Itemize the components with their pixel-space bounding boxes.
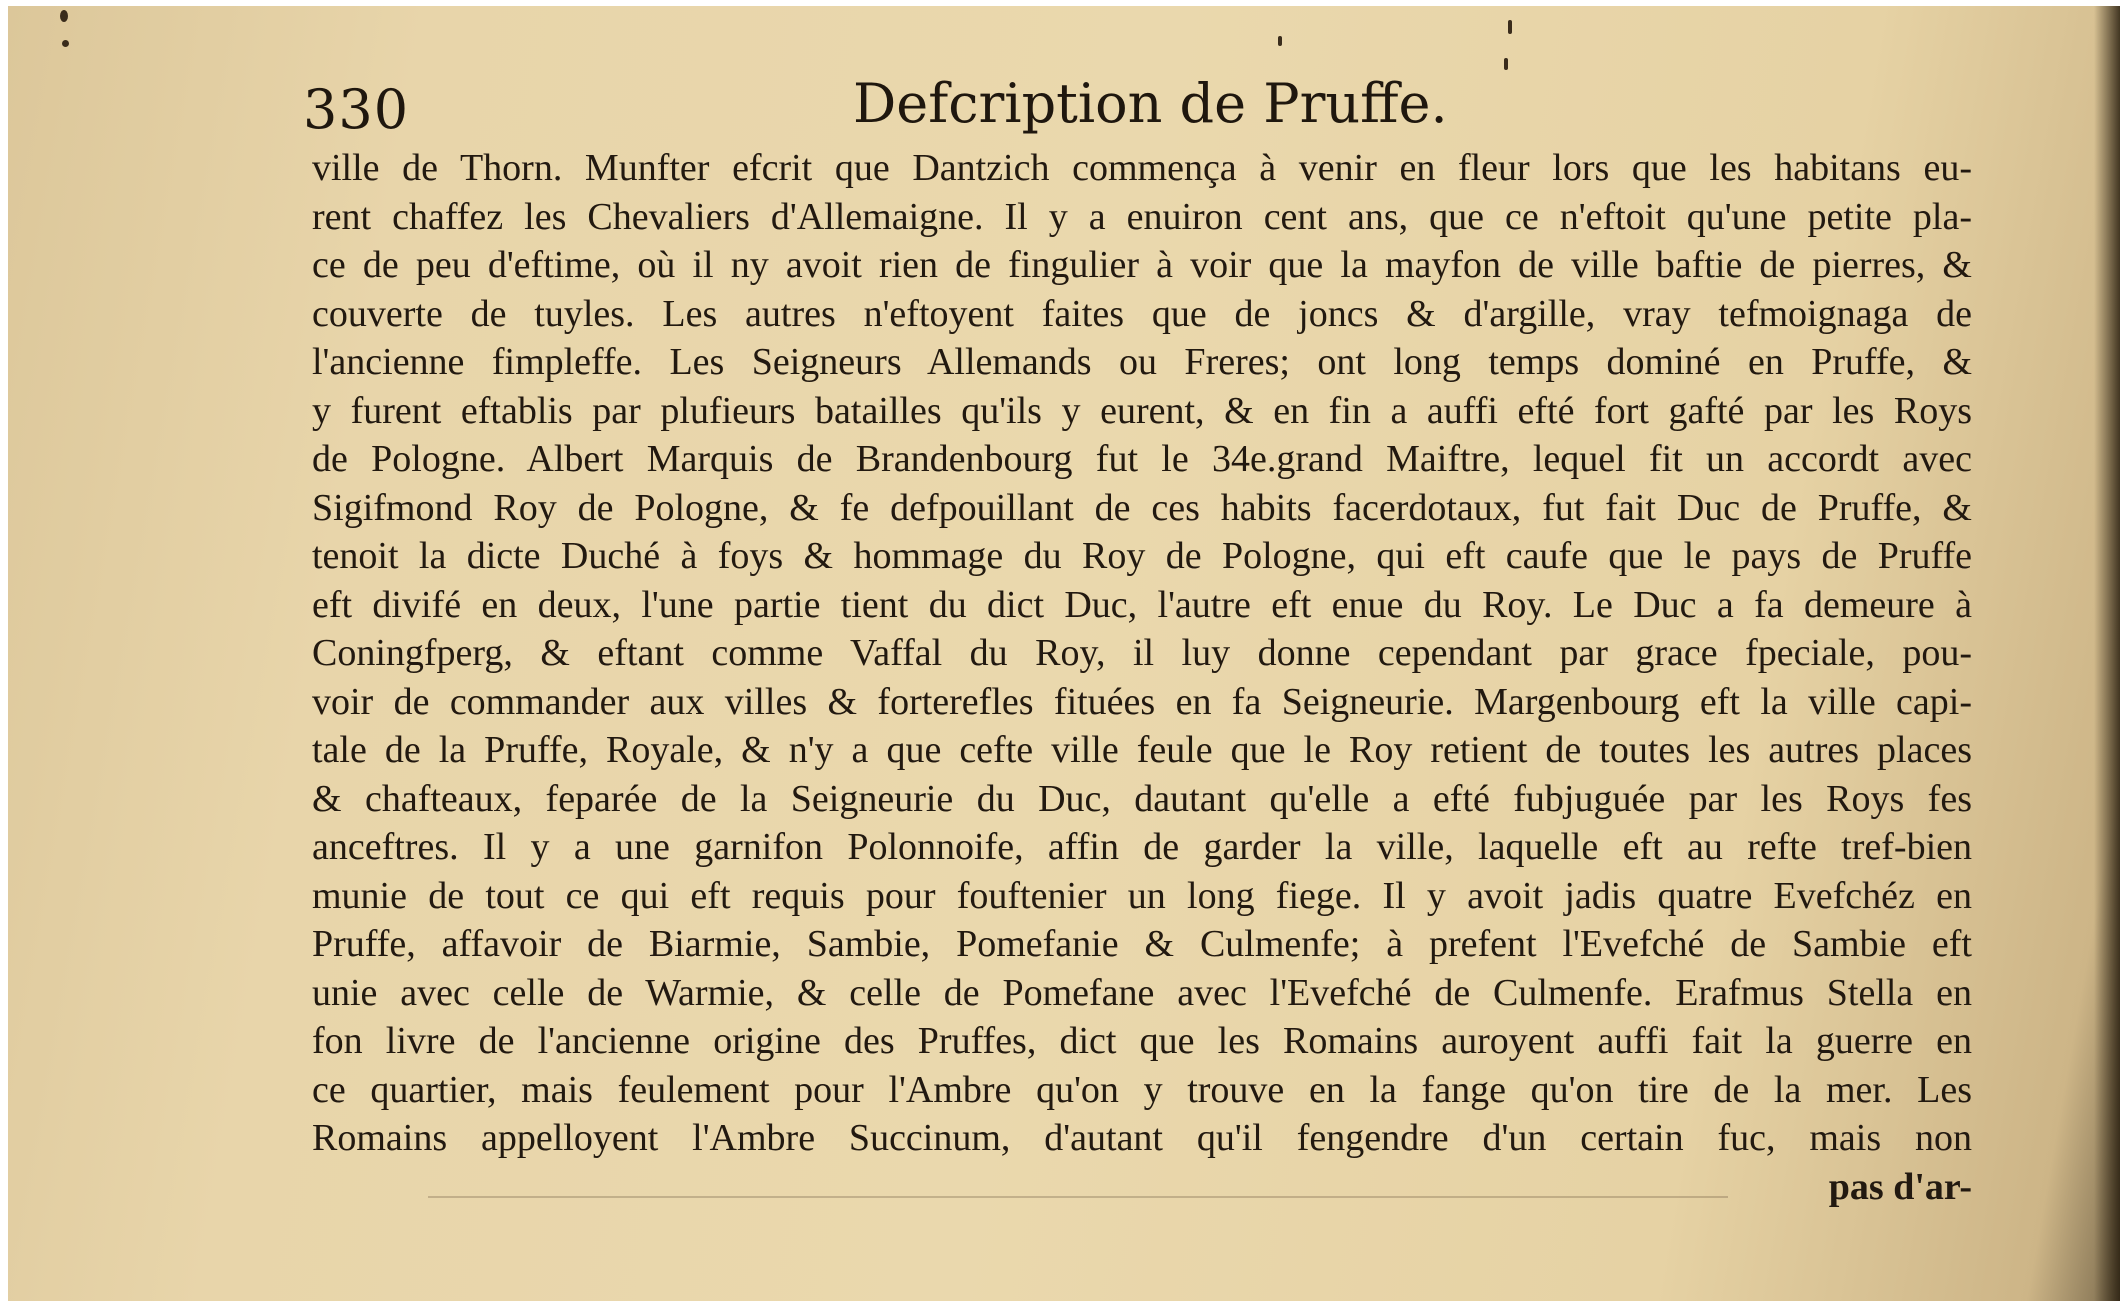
text-line: de Pologne. Albert Marquis de Brandenbourg fut le 34e.grand Maiftre, lequel fit un accordt avec (312, 438, 1972, 480)
text-line: ce quartier, mais feulement pour l'Ambre qu'on y trouve en la fange qu'on tire de la mer. Les (312, 1068, 1972, 1111)
text-line: & chafteaux, feparée de la Seigneurie du Duc, dautant qu'elle a efté fubjuguée par les Roys fes (312, 777, 1972, 820)
text-line: l'ancienne fimpleffe. Les Seigneurs Allemands ou Freres; ont long temps dominé en Pruffe, & (312, 341, 1972, 383)
text-line: voir de commander aux villes & forterefles fituées en fa Seigneurie. Margenbourg eft la ville capi- (312, 680, 1972, 723)
text-line: Coningfperg, & eftant comme Vaffal du Roy, il luy donne cependant par grace fpeciale, pou- (312, 632, 1972, 674)
ink-speck (60, 10, 68, 22)
text-line: Pruffe, affavoir de Biarmie, Sambie, Pomefanie & Culmenfe; à prefent l'Evefché de Sambie eft (312, 923, 1972, 965)
text-line: munie de tout ce qui eft requis pour fouftenier un long fiege. Il y avoit jadis quatre Evefchéz en (312, 874, 1972, 917)
page-header (8, 66, 2120, 146)
bleed-through-rule (428, 1196, 1728, 1198)
page-number: 330 (303, 78, 410, 141)
text-line: tenoit la dicte Duché à foys & hommage du Roy de Pologne, qui eft caufe que le pays de Pruffe (312, 535, 1972, 577)
ink-speck (1278, 36, 1282, 46)
book-page (8, 6, 2120, 1301)
text-line: Sigifmond Roy de Pologne, & fe defpouillant de ces habits facerdotaux, fut fait Duc de Pruffe, & (312, 486, 1972, 529)
ink-speck (62, 40, 69, 47)
text-line: rent chaffez les Chevaliers d'Allemaigne. Il y a enuiron cent ans, que ce n'eftoit qu'une petite pla- (312, 195, 1972, 238)
body-text (312, 144, 1972, 1211)
text-line: Romains appelloyent l'Ambre Succinum, d'autant qu'il fengendre d'un certain fuc, mais non (312, 1117, 1972, 1159)
text-line: fon livre de l'ancienne origine des Pruffes, dict que les Romains auroyent auffi fait la guerre en (312, 1020, 1972, 1062)
text-line: ville de Thorn. Munfter efcrit que Dantzich commença à venir en fleur lors que les habitans eu- (312, 147, 1972, 189)
ink-speck (1508, 20, 1512, 34)
text-line: y furent eftablis par plufieurs batailles qu'ils y eurent, & en fin a auffi efté fort gafté par les Roys (312, 389, 1972, 432)
text-line: ce de peu d'eftime, où il ny avoit rien de fingulier à voir que la mayfon de ville baftie de pierres, & (312, 244, 1972, 286)
catchword: pas d'ar- (1828, 1165, 1972, 1208)
text-line: tale de la Pruffe, Royale, & n'y a que cefte ville feule que le Roy retient de toutes les autres places (312, 729, 1972, 771)
text-line: anceftres. Il y a une garnifon Polonnoife, affin de garder la ville, laquelle eft au refte tref-bien (312, 826, 1972, 868)
text-line: couverte de tuyles. Les autres n'eftoyent faites que de joncs & d'argille, vray tefmoignaga de (312, 292, 1972, 335)
running-title: Defcription de Pruffe. (853, 72, 1448, 135)
text-line: eft divifé en deux, l'une partie tient du dict Duc, l'autre eft enue du Roy. Le Duc a fa demeure à (312, 583, 1972, 626)
text-line: unie avec celle de Warmie, & celle de Pomefane avec l'Evefché de Culmenfe. Erafmus Stella en (312, 971, 1972, 1014)
